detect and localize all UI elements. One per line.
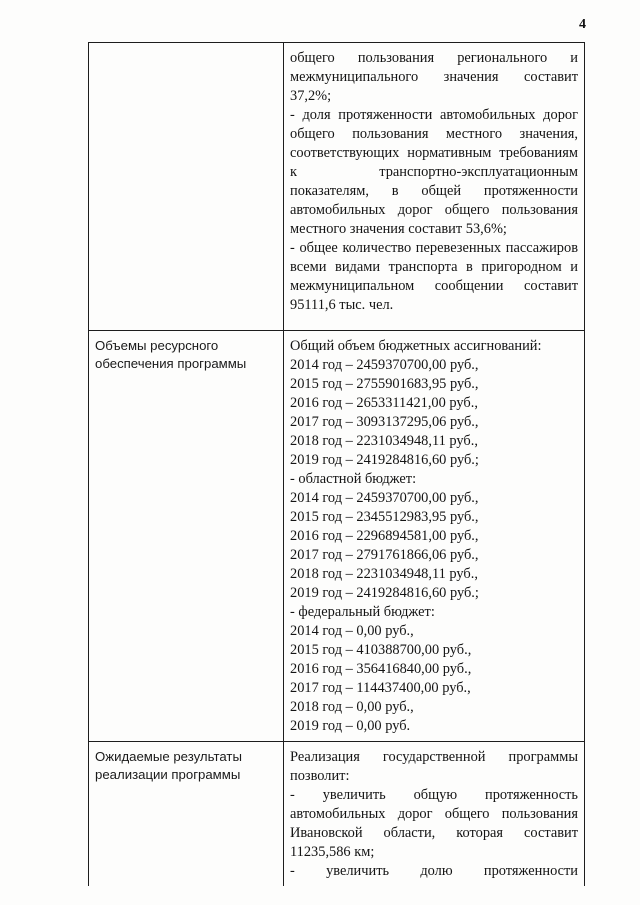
cell-text: 2015 год – 2755901683,95 руб., xyxy=(290,376,479,392)
row-content-cell xyxy=(284,43,584,330)
cell-text: 2017 год – 3093137295,06 руб., xyxy=(290,414,479,430)
cell-text: Реализация государственной программы позволит: xyxy=(290,749,578,784)
cell-text: - общее количество перевезенных пассажиров всеми видами транспорта в пригородном и межмуниципальном сообщении составит 95111,6 тыс. чел. xyxy=(290,240,578,313)
cell-text: 2019 год – 2419284816,60 руб.; xyxy=(290,585,479,601)
cell-text: Общий объем бюджетных ассигнований: xyxy=(290,338,542,354)
row-label: Объемы ресурсного обеспечения программы xyxy=(95,338,247,371)
cell-text: 2014 год – 0,00 руб., xyxy=(290,623,414,639)
cell-text: 2018 год – 2231034948,11 руб., xyxy=(290,566,478,582)
table-row-continuation xyxy=(89,43,584,331)
cell-text: 2017 год – 114437400,00 руб., xyxy=(290,680,471,696)
cell-text: 2019 год – 2419284816,60 руб.; xyxy=(290,452,479,468)
cell-text: - областной бюджет: xyxy=(290,471,417,487)
cell-text: 2015 год – 2345512983,95 руб., xyxy=(290,509,479,525)
row-content-cell xyxy=(284,742,584,886)
cell-text: - увеличить долю протяженности xyxy=(290,863,578,879)
cell-text: - федеральный бюджет: xyxy=(290,604,435,620)
cell-text: 2014 год – 2459370700,00 руб., xyxy=(290,490,479,506)
table-row-expected-results xyxy=(89,742,584,886)
table-row-resources xyxy=(89,331,584,742)
cell-text: 2016 год – 2653311421,00 руб., xyxy=(290,395,478,411)
program-passport-table xyxy=(88,42,585,886)
cell-text: - увеличить общую протяженность автомобильных дорог общего пользования Ивановской области, которая составит 11235,586 км; xyxy=(290,787,578,860)
row-label-cell xyxy=(89,43,284,330)
cell-text: 2018 год – 2231034948,11 руб., xyxy=(290,433,478,449)
cell-text: 2017 год – 2791761866,06 руб., xyxy=(290,547,479,563)
row-label-cell xyxy=(89,742,284,886)
cell-text: - доля протяженности автомобильных дорог общего пользования местного значения, соответствующих нормативным требованиям к транспортно-эксплуатационным показателям, в общей протяженности автомобильных дорог общего пользования местного значения составит 53,6%; xyxy=(290,107,578,237)
cell-text: 2015 год – 410388700,00 руб., xyxy=(290,642,472,658)
cell-text: 2014 год – 2459370700,00 руб., xyxy=(290,357,479,373)
cell-text: 2016 год – 356416840,00 руб., xyxy=(290,661,472,677)
cell-text: 2019 год – 0,00 руб. xyxy=(290,718,411,734)
cell-text: 2016 год – 2296894581,00 руб., xyxy=(290,528,479,544)
row-label: Ожидаемые результаты реализации программы xyxy=(95,749,242,782)
row-label-cell xyxy=(89,331,284,741)
row-content-cell xyxy=(284,331,584,741)
page-number: 4 xyxy=(579,17,586,32)
cell-text: общего пользования регионального и межмуниципального значения составит 37,2%; xyxy=(290,50,578,104)
cell-text: 2018 год – 0,00 руб., xyxy=(290,699,414,715)
